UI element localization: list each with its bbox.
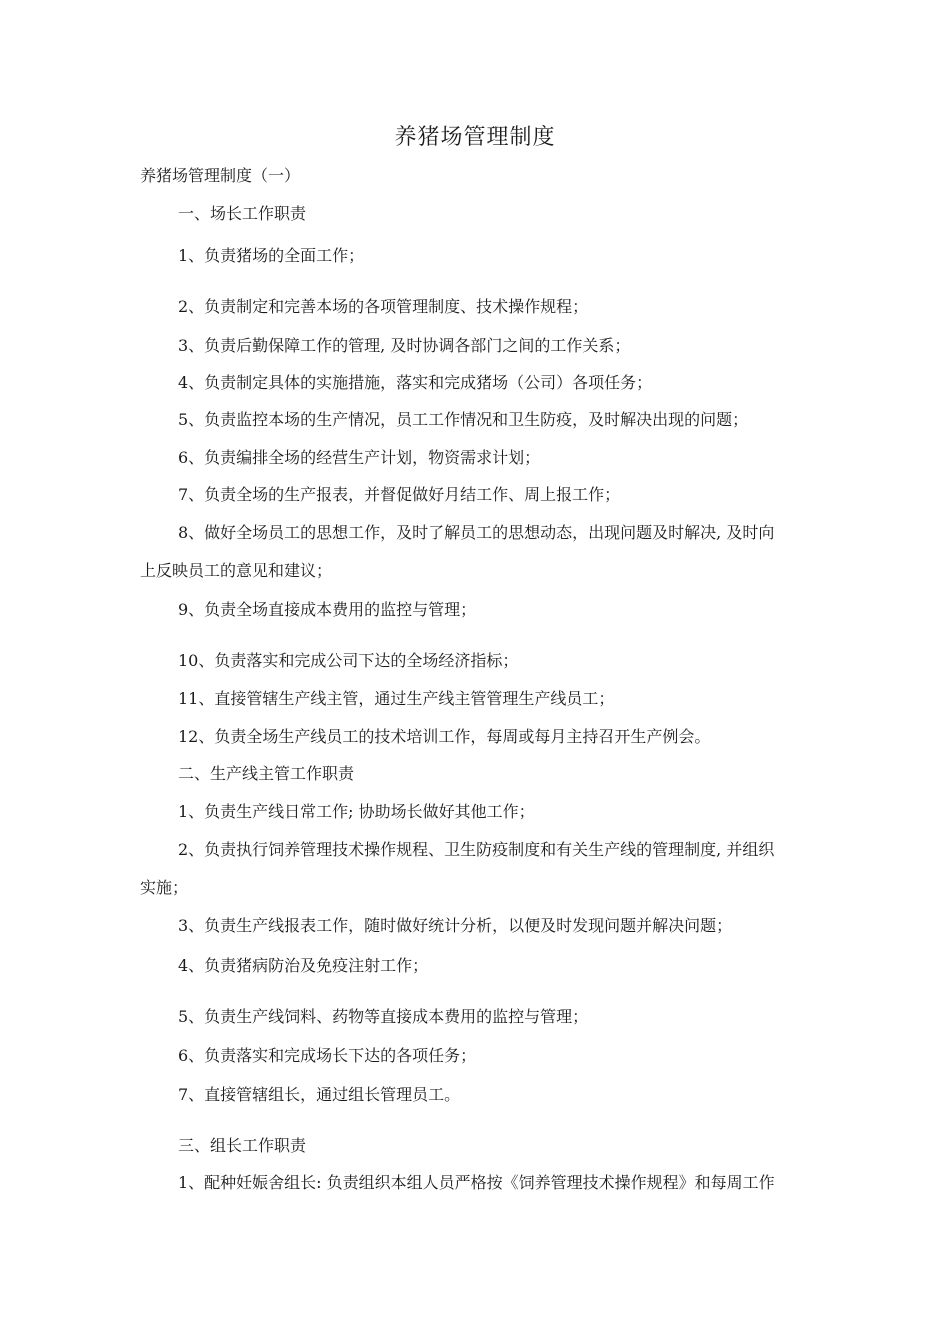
list-item-continuation: 实施；: [140, 878, 189, 897]
list-item: 7、负责全场的生产报表，并督促做好月结工作、周上报工作；: [178, 485, 621, 504]
list-item: 6、负责编排全场的经营生产计划，物资需求计划；: [178, 448, 541, 467]
list-item: 1、负责猪场的全面工作；: [178, 246, 365, 265]
list-item: 9、负责全场直接成本费用的监控与管理；: [178, 600, 477, 619]
list-item: 3、负责后勤保障工作的管理, 及时协调各部门之间的工作关系；: [178, 336, 631, 355]
list-item: 6、负责落实和完成场长下达的各项任务；: [178, 1046, 477, 1065]
list-item: 1、负责生产线日常工作; 协助场长做好其他工作；: [178, 802, 535, 821]
list-item: 2、负责执行饲养管理技术操作规程、卫生防疫制度和有关生产线的管理制度, 并组织: [178, 840, 775, 859]
list-item: 3、负责生产线报表工作，随时做好统计分析，以便及时发现问题并解决问题；: [178, 916, 733, 935]
section-heading: 三、组长工作职责: [178, 1136, 307, 1155]
list-item: 1、配种妊娠舍组长: 负责组织本组人员严格按《饲养管理技术操作规程》和每周工作: [178, 1173, 775, 1192]
list-item: 5、负责生产线饲料、药物等直接成本费用的监控与管理；: [178, 1007, 589, 1026]
list-item: 4、负责制定具体的实施措施，落实和完成猪场（公司）各项任务；: [178, 373, 653, 392]
list-item: 7、直接管辖组长，通过组长管理员工。: [178, 1085, 461, 1104]
section-heading: 二、生产线主管工作职责: [178, 764, 355, 783]
document-title: 养猪场管理制度: [394, 125, 556, 150]
list-item: 4、负责猪病防治及免疫注射工作；: [178, 956, 429, 975]
list-item: 11、直接管辖生产线主管，通过生产线主管管理生产线员工；: [178, 689, 615, 708]
list-item: 12、负责全场生产线员工的技术培训工作，每周或每月主持召开生产例会。: [178, 727, 711, 746]
list-item: 10、负责落实和完成公司下达的全场经济指标；: [178, 651, 519, 670]
document-subtitle: 养猪场管理制度（一）: [140, 166, 301, 185]
section-heading: 一、场长工作职责: [178, 204, 307, 223]
list-item: 2、负责制定和完善本场的各项管理制度、技术操作规程；: [178, 297, 589, 316]
list-item-continuation: 上反映员工的意见和建议；: [140, 561, 333, 580]
list-item: 8、做好全场员工的思想工作，及时了解员工的思想动态，出现问题及时解决, 及时向: [178, 523, 775, 542]
list-item: 5、负责监控本场的生产情况，员工工作情况和卫生防疫，及时解决出现的问题；: [178, 410, 749, 429]
